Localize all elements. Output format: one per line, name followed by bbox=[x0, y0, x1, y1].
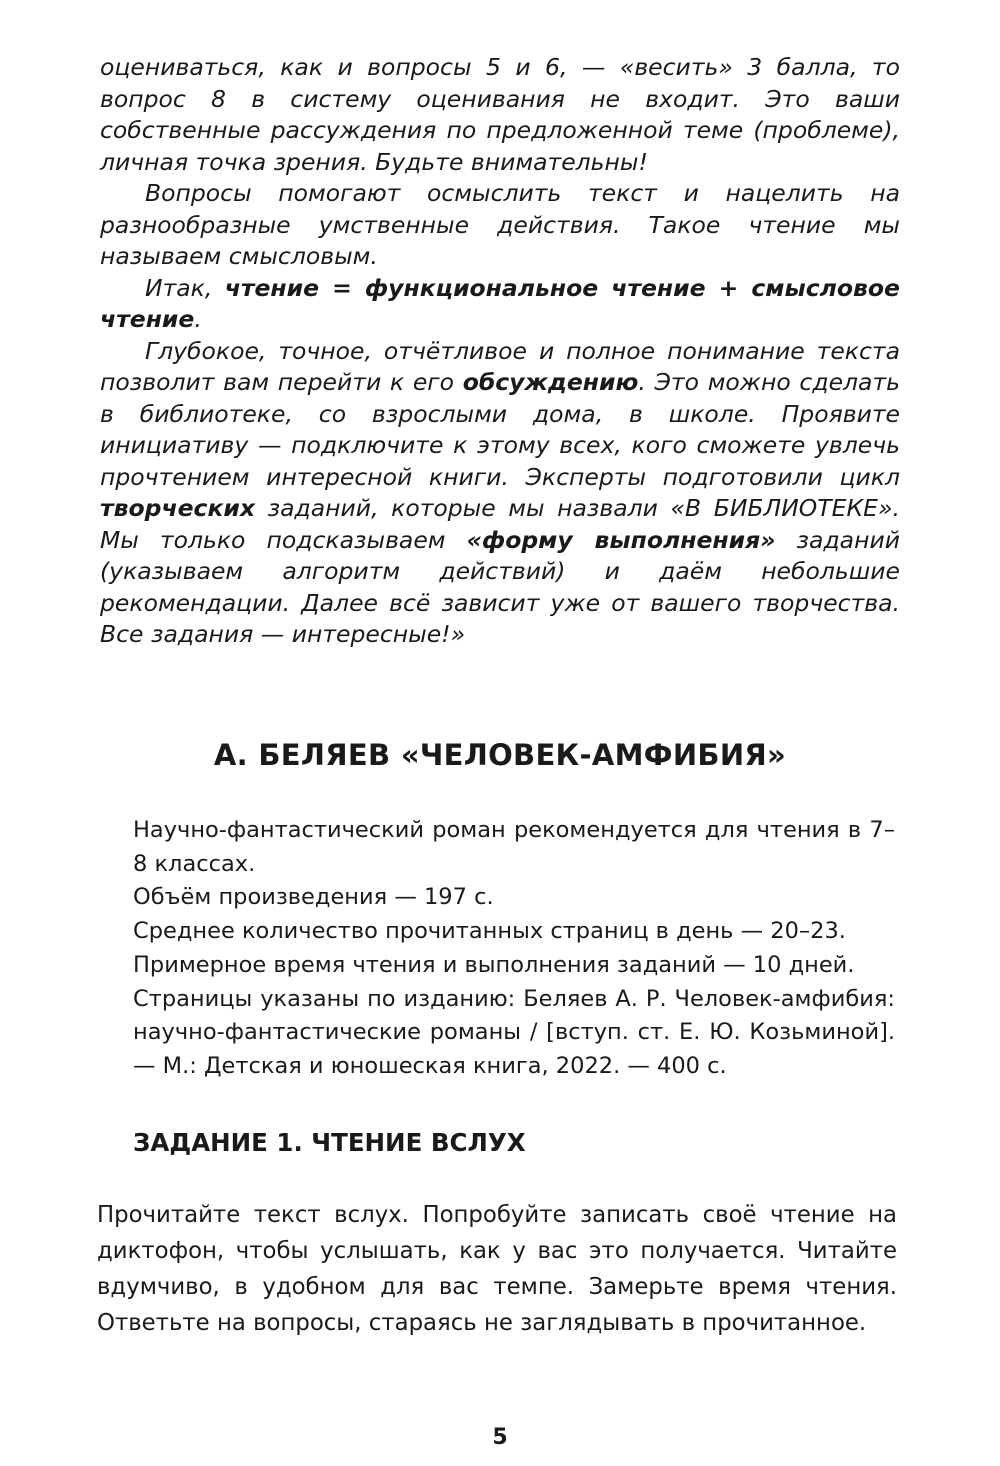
task-heading: ЗАДАНИЕ 1. ЧТЕНИЕ ВСЛУХ bbox=[133, 1128, 526, 1157]
page-number: 5 bbox=[492, 1425, 508, 1450]
intro-paragraph-3 bbox=[100, 273, 900, 336]
formula-tail: . bbox=[194, 305, 202, 333]
meta-pages-per-day: Среднее количество прочитанных страниц в день — 20–23. bbox=[133, 918, 846, 945]
section-title: А. БЕЛЯЕВ «ЧЕЛОВЕК-АМФИБИЯ» bbox=[213, 738, 787, 772]
book-meta bbox=[133, 814, 895, 1084]
meta-recommendation: Научно-фантастический роман рекомендуется для чтения в 7–8 классах. bbox=[133, 817, 895, 877]
meta-volume: Объём произведения — 197 с. bbox=[133, 884, 494, 911]
p4-text-1: Глубокое, точное, отчётливое и полное понимание текста позволит вам перейти к его bbox=[100, 336, 900, 396]
p4-bold-creative: творческих bbox=[100, 494, 256, 522]
p4-text-2: . Это можно сделать в библиотеке, со взрослыми дома, в школе. Проявите инициативу — подключите к этому всех, кого сможете увлечь прочтением интересной книги. Эксперты подготовили цикл bbox=[100, 368, 900, 491]
p4-bold-form: «форму выполнения» bbox=[466, 525, 776, 554]
p4-text-4: заданий (указываем алгоритм действий) и даём небольшие рекомендации. Далее всё зависит уже от вашего творчества. Все задания — интересные!» bbox=[100, 525, 900, 648]
meta-reading-time: Примерное время чтения и выполнения заданий — 10 дней. bbox=[133, 951, 855, 978]
intro-paragraph-4 bbox=[100, 336, 900, 651]
reading-formula: чтение = функциональное чтение + смысловое чтение bbox=[100, 273, 900, 333]
p4-bold-discussion: обсуждению bbox=[462, 368, 639, 396]
p4-text-3: заданий, которые мы назвали «В БИБЛИОТЕКЕ». Мы только подсказываем bbox=[100, 494, 900, 554]
task-text: Прочитайте текст вслух. Попробуйте записать своё чтение на диктофон, чтобы услышать, как у вас это получается. Читайте вдумчиво, в удобном для вас темпе. Замерьте время чтения. Ответьте на вопросы, стараясь не заглядывать в прочитанное. bbox=[97, 1202, 897, 1336]
intro-paragraph-2: Вопросы помогают осмыслить текст и нацелить на разнообразные умственные действия. Такое чтение мы называем смысловым. bbox=[100, 179, 900, 270]
intro-paragraph-1: оцениваться, как и вопросы 5 и 6, — «весить» 3 балла, то вопрос 8 в систему оценивания не входит. Это ваши собственные рассуждения по предложенной теме (проблеме), личная точка зрения. Будьте внимательны! bbox=[100, 53, 900, 176]
intro-block bbox=[100, 52, 900, 651]
meta-edition: Страницы указаны по изданию: Беляев А. Р. Человек-амфибия: научно-фантастические романы / [вступ. ст. Е. Ю. Козьминой]. — М.: Детская и юношеская книга, 2022. — 400 с. bbox=[133, 985, 895, 1079]
formula-lead: Итак, bbox=[145, 273, 225, 302]
